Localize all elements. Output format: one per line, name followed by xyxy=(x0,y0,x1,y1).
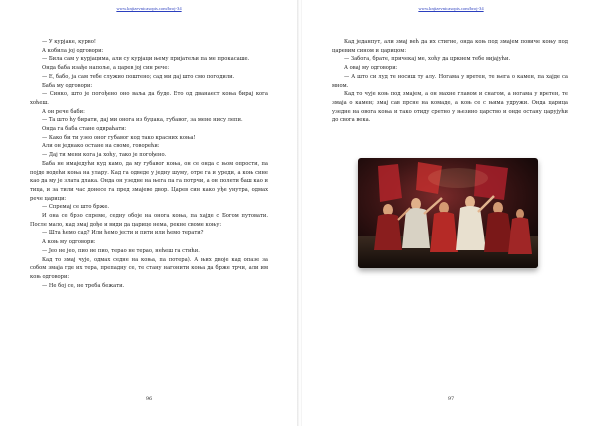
paragraph: А овај му одговори: xyxy=(344,65,398,72)
paragraph: — А што си луд те носиш ту алу. Ногама у вретен, те њега о камен, па хајде са мном. xyxy=(332,73,568,89)
paragraph: — Спремај се што брже. xyxy=(42,204,110,211)
paragraph: Онда га баба стане одвраћати: xyxy=(42,126,127,133)
paragraph: И она се брзо спреме, седну обоје на онога коња, па хајде с Богом путовати. После мало, кад змај дође и види да царице нема, рекне своме коњу: xyxy=(30,213,268,228)
paragraph: — Е, бабо, ја сам тебе служио поштено; сад ми дај што смо погодили. xyxy=(42,73,235,80)
paragraph: Кад то змај чује, одмах седне на коња, па потера). А њих двоје кад опазе за собом змаја где их тера, препадну се, те стану нагонити коња да брже трчи, али им коњ одговори: xyxy=(30,256,268,280)
paragraph: Кад једанпут, али змај већ да их стигне, онда коњ под змајем повиче коњу под царевим сином и царицом: xyxy=(332,39,568,54)
paragraph: — Јео не јео, пио не пио, терао не терао, нећеш га стићи. xyxy=(42,247,200,254)
paragraph: Онда баба изађе напоље, а царев јој син рече: xyxy=(42,65,170,72)
paragraph: Али он једнако остане на своме, говорећи: xyxy=(42,143,160,150)
paragraph: — У курјаке, курво! xyxy=(42,39,96,45)
paragraph: — Не бој се, не треба бежати. xyxy=(42,282,125,289)
left-page-text xyxy=(30,38,268,290)
paragraph: А коњ му одговори: xyxy=(42,239,96,246)
paragraph: — Та што ћу бирати, дај ми онога из буџака, губавог, за мене нису лепи. xyxy=(42,117,243,124)
paragraph: — Како би ти узео оног губавог код тако красних коња! xyxy=(42,134,196,141)
paragraph: Кад то чује коњ под змајем, а он махне главом и снагом, а ногама у вретен, те змаја о камен; змај сав прсне на комаде, а коњ се с њима удружи. Онда царица узедне на овога коња и тако отиду сретно у њезино царство и онде остану царујући до свога века. xyxy=(332,91,568,124)
paragraph: А кобила јој одговори: xyxy=(42,47,104,54)
left-page xyxy=(0,0,298,426)
right-page-url[interactable]: www.knjizevnicasopis.com/broj-34 xyxy=(418,6,484,11)
theater-photo xyxy=(358,158,538,268)
left-page-number: 96 xyxy=(145,396,153,402)
right-page xyxy=(302,0,600,426)
paragraph: А он рече баби: xyxy=(42,108,85,115)
paragraph: — Шта ћемо сад? Или ћемо јести и пити или ћемо терати? xyxy=(42,230,204,237)
paragraph: Баба му одговори: xyxy=(42,82,93,89)
right-page-number: 97 xyxy=(447,396,455,402)
paragraph: — Забога, брате, причекај ме, хоћу да цркнем тебе вијајући. xyxy=(344,56,511,63)
paragraph: Баба не имаједући куд камо, да му губавог коња, он се онда с њом опрости, па појде водећи коња на улару. Кад га одведе у једну шуму, отре га и уреди, а коњ сине као да му је злата длака. Онда он узедне на њега па га потрчи, а он полети баш као и тица, и за тили час донесе га пред змајеве двор. Царев син како уђе унутра, одмах рече царици: xyxy=(30,160,268,202)
paragraph: — Била сам у курјацима, али су курјаци њему пријатељи па ме прокасаше. xyxy=(42,56,250,63)
right-page-text xyxy=(332,38,568,125)
paragraph: — Дај ти мени кога ја хоћу, тако је погођено. xyxy=(42,152,167,159)
paragraph: — Синко, што је погођено оно ваља да буде. Ето од дванаест коња бирај кога хоћеш. xyxy=(30,91,268,106)
left-page-url[interactable]: www.knjizevnicasopis.com/broj-34 xyxy=(116,6,182,11)
